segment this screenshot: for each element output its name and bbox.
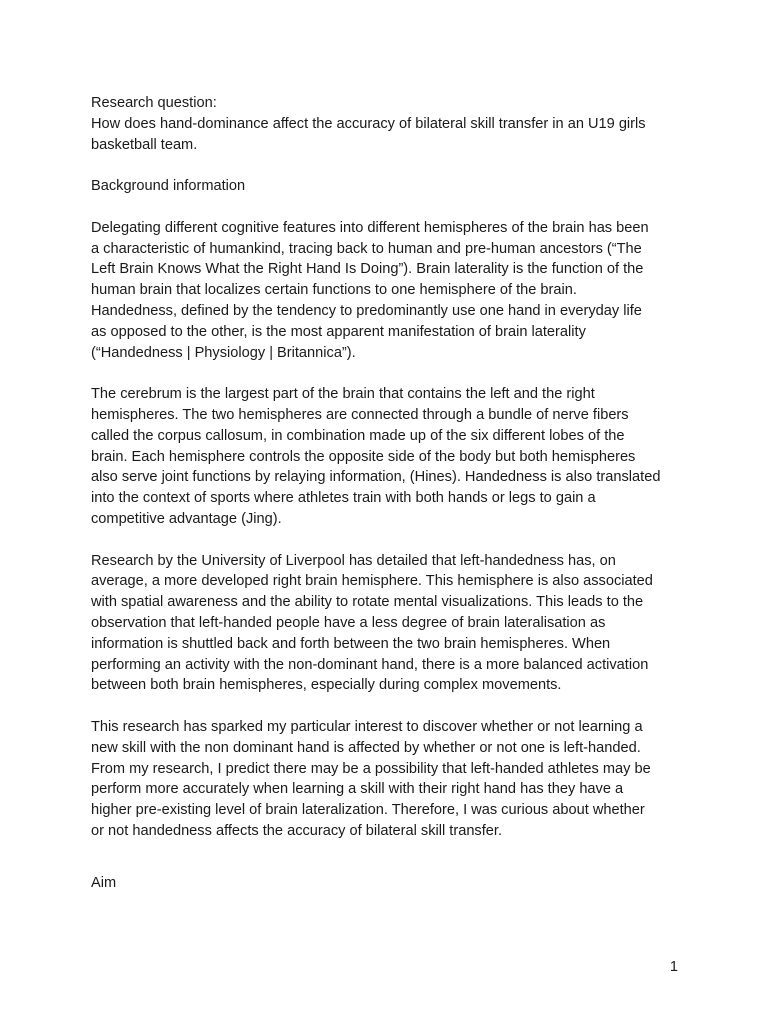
paragraph-line: (“Handedness | Physiology | Britannica”).: [91, 344, 356, 361]
paragraph-line: Delegating different cognitive features into different hemispheres of the brain has been: [91, 219, 649, 236]
paragraph-liverpool-research: [91, 551, 686, 697]
paragraph-line: human brain that localizes certain functions to one hemisphere of the brain.: [91, 282, 577, 299]
paragraph-line: performing an activity with the non-dominant hand, there is a more balanced activation: [91, 656, 649, 673]
paragraph-line: perform more accurately when learning a skill with their right hand has they have a: [91, 781, 624, 798]
paragraph-line: information is shuttled back and forth between the two brain hemispheres. When: [91, 635, 611, 652]
paragraph-line: between both brain hemispheres, especially during complex movements.: [91, 677, 562, 694]
paragraph-line: The cerebrum is the largest part of the brain that contains the left and the right: [91, 386, 595, 403]
research-question-label: Research question:: [91, 95, 217, 111]
page-number: 1: [669, 959, 678, 975]
paragraph-line: new skill with the non dominant hand is affected by whether or not one is left-handed.: [91, 739, 641, 756]
research-question-line: How does hand-dominance affect the accuracy of bilateral skill transfer in an U19 girls: [91, 115, 646, 132]
paragraph-line: From my research, I predict there may be a possibility that left-handed athletes may be: [91, 760, 651, 777]
paragraph-line: a characteristic of humankind, tracing back to human and pre-human ancestors (“The: [91, 240, 642, 257]
paragraph-line: Research by the University of Liverpool has detailed that left-handedness has, on: [91, 552, 616, 569]
paragraph-line: brain. Each hemisphere controls the opposite side of the body but both hemispheres: [91, 448, 636, 465]
paragraph-line: with spatial awareness and the ability to rotate mental visualizations. This leads to the: [91, 594, 644, 611]
paragraph-line: also serve joint functions by relaying information, (Hines). Handedness is also translated: [91, 469, 661, 486]
research-question-line: basketball team.: [91, 136, 198, 153]
paragraph-line: competitive advantage (Jing).: [91, 510, 282, 527]
paragraph-line: This research has sparked my particular interest to discover whether or not learning a: [91, 718, 643, 735]
paragraph-cerebrum: [91, 384, 686, 530]
paragraph-line: as opposed to the other, is the most apparent manifestation of brain laterality: [91, 323, 586, 340]
paragraph-line: observation that left-handed people have a less degree of brain lateralisation as: [91, 614, 606, 631]
document-body: [91, 93, 686, 893]
paragraph-line: into the context of sports where athletes train with both hands or legs to gain a: [91, 490, 596, 507]
paragraph-line: hemispheres. The two hemispheres are connected through a bundle of nerve fibers: [91, 406, 629, 423]
paragraph-personal-interest: [91, 717, 686, 842]
paragraph-line: or not handedness affects the accuracy of bilateral skill transfer.: [91, 822, 503, 839]
aim-heading: Aim: [91, 874, 117, 891]
paragraph-line: Left Brain Knows What the Right Hand Is Doing”). Brain laterality is the function of the: [91, 261, 644, 278]
paragraph-brain-laterality: [91, 218, 686, 364]
paragraph-line: Handedness, defined by the tendency to predominantly use one hand in everyday life: [91, 302, 642, 319]
paragraph-line: average, a more developed right brain hemisphere. This hemisphere is also associated: [91, 573, 653, 590]
background-heading: Background information: [91, 178, 246, 195]
paragraph-line: higher pre-existing level of brain lateralization. Therefore, I was curious about whether: [91, 802, 645, 819]
paragraph-line: called the corpus callosum, in combination made up of the six different lobes of the: [91, 427, 625, 444]
